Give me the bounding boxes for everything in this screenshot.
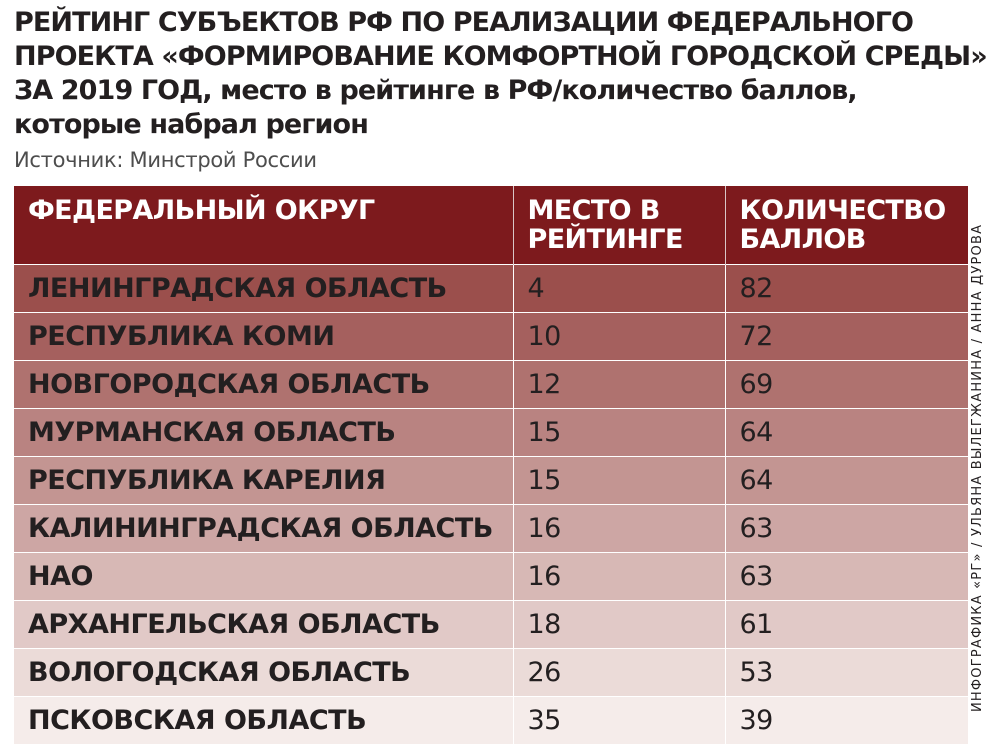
region-cell: АРХАНГЕЛЬСКАЯ ОБЛАСТЬ bbox=[14, 600, 513, 648]
score-cell: 63 bbox=[725, 504, 968, 552]
region-cell: НОВГОРОДСКАЯ ОБЛАСТЬ bbox=[14, 360, 513, 408]
rank-cell: 18 bbox=[513, 600, 725, 648]
score-cell: 72 bbox=[725, 312, 968, 360]
chart-title bbox=[14, 6, 987, 142]
score-cell: 53 bbox=[725, 648, 968, 696]
region-cell: ПСКОВСКАЯ ОБЛАСТЬ bbox=[14, 696, 513, 744]
column-header: ФЕДЕРАЛЬНЫЙ ОКРУГ bbox=[28, 195, 375, 226]
table-row bbox=[14, 696, 968, 744]
table-row bbox=[14, 312, 968, 360]
region-cell: КАЛИНИНГРАДСКАЯ ОБЛАСТЬ bbox=[14, 504, 513, 552]
table-header bbox=[14, 186, 968, 264]
table-body bbox=[14, 264, 968, 744]
region-cell: ЛЕНИНГРАДСКАЯ ОБЛАСТЬ bbox=[14, 264, 513, 312]
column-header: КОЛИЧЕСТВО БАЛЛОВ bbox=[739, 195, 946, 255]
title-line: которые набрал регион bbox=[14, 109, 368, 140]
rank-cell: 10 bbox=[513, 312, 725, 360]
score-cell: 39 bbox=[725, 696, 968, 744]
region-cell: РЕСПУБЛИКА КОМИ bbox=[14, 312, 513, 360]
score-cell: 61 bbox=[725, 600, 968, 648]
rank-cell: 12 bbox=[513, 360, 725, 408]
region-cell: РЕСПУБЛИКА КАРЕЛИЯ bbox=[14, 456, 513, 504]
score-cell: 82 bbox=[725, 264, 968, 312]
table-row bbox=[14, 408, 968, 456]
title-line: РЕЙТИНГ СУБЪЕКТОВ РФ ПО РЕАЛИЗАЦИИ ФЕДЕРАЛЬНОГО bbox=[14, 7, 914, 38]
header-row bbox=[14, 186, 968, 264]
header-cell-rank bbox=[513, 186, 725, 264]
header-cell-score bbox=[725, 186, 968, 264]
rank-cell: 4 bbox=[513, 264, 725, 312]
score-cell: 63 bbox=[725, 552, 968, 600]
rank-cell: 16 bbox=[513, 504, 725, 552]
ranking-table bbox=[14, 186, 968, 744]
column-header: МЕСТО В РЕЙТИНГЕ bbox=[527, 195, 683, 255]
score-cell: 69 bbox=[725, 360, 968, 408]
rank-cell: 15 bbox=[513, 456, 725, 504]
table-row bbox=[14, 600, 968, 648]
title-line: ЗА 2019 ГОД, место в рейтинге в РФ/количество баллов, bbox=[14, 75, 857, 106]
header-cell-region bbox=[14, 186, 513, 264]
credit-line: ИНФОГРАФИКА «РГ» / УЛЬЯНА ВЫЛЕГЖАНИНА / АННА ДУРОВА bbox=[970, 223, 985, 713]
region-cell: МУРМАНСКАЯ ОБЛАСТЬ bbox=[14, 408, 513, 456]
table-row bbox=[14, 360, 968, 408]
rank-cell: 15 bbox=[513, 408, 725, 456]
table-row bbox=[14, 504, 968, 552]
region-cell: НАО bbox=[14, 552, 513, 600]
table-row bbox=[14, 552, 968, 600]
title-line: ПРОЕКТА «ФОРМИРОВАНИЕ КОМФОРТНОЙ ГОРОДСКОЙ СРЕДЫ» bbox=[14, 41, 987, 72]
rank-cell: 16 bbox=[513, 552, 725, 600]
table-row bbox=[14, 264, 968, 312]
rank-cell: 26 bbox=[513, 648, 725, 696]
rank-cell: 35 bbox=[513, 696, 725, 744]
score-cell: 64 bbox=[725, 408, 968, 456]
source-note: Источник: Минстрой России bbox=[14, 148, 317, 172]
score-cell: 64 bbox=[725, 456, 968, 504]
region-cell: ВОЛОГОДСКАЯ ОБЛАСТЬ bbox=[14, 648, 513, 696]
table-row bbox=[14, 648, 968, 696]
table-row bbox=[14, 456, 968, 504]
